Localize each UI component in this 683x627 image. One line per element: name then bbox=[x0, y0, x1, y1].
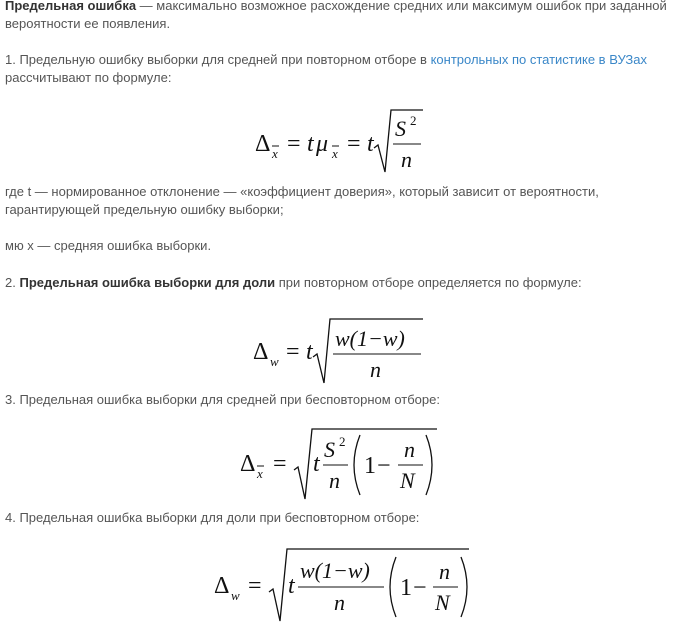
statistics-tests-link[interactable]: контрольных по статистике в ВУЗах bbox=[430, 52, 647, 67]
denominator-n: n bbox=[334, 590, 345, 615]
explanation-t: где t — нормированное отклонение — «коэффициент доверия», который зависит от вероятности, гарантирующей предельную ошибку выборки; bbox=[5, 184, 599, 217]
item2-paragraph bbox=[5, 274, 677, 292]
denominator-n: n bbox=[401, 147, 412, 172]
numerator-S: S bbox=[324, 437, 335, 462]
item4-paragraph: 4. Предельная ошибка выборки для доли при бесповторном отборе: bbox=[5, 510, 420, 525]
numerator-S: S bbox=[395, 116, 406, 141]
denominator-N: N bbox=[435, 590, 450, 615]
item3-paragraph: 3. Предельная ошибка выборки для средней при бесповторном отборе: bbox=[5, 392, 440, 407]
item2-bold: Предельная ошибка выборки для доли bbox=[19, 275, 276, 290]
denominator-N: N bbox=[400, 468, 415, 493]
exponent-2: 2 bbox=[339, 434, 346, 449]
equals-sign: = bbox=[273, 451, 287, 477]
intro-paragraph bbox=[5, 0, 677, 33]
subscript-x: x bbox=[332, 146, 338, 161]
t-coefficient: t bbox=[307, 131, 314, 157]
formula-mean-repeated bbox=[255, 106, 435, 176]
right-paren bbox=[426, 435, 432, 495]
item2-prefix: 2. bbox=[5, 275, 20, 290]
delta-symbol: Δ bbox=[255, 131, 271, 157]
subscript-x: x bbox=[257, 466, 263, 481]
subscript-x: x bbox=[272, 146, 278, 161]
numerator-w-1-minus-w: w(1−w) bbox=[335, 326, 405, 351]
item1-paragraph bbox=[5, 51, 677, 87]
left-paren bbox=[354, 435, 360, 495]
one-digit: 1 bbox=[364, 453, 376, 479]
t-coefficient: t bbox=[288, 573, 295, 599]
item1-text-before: 1. Предельную ошибку выборки для средней при повторном отборе в bbox=[5, 52, 431, 67]
t-coefficient: t bbox=[313, 451, 320, 477]
numerator-n: n bbox=[404, 437, 415, 462]
delta-symbol: Δ bbox=[240, 451, 256, 477]
equals-sign: = bbox=[287, 131, 301, 157]
intro-term: Предельная ошибка bbox=[5, 0, 137, 13]
delta-symbol: Δ bbox=[214, 573, 230, 599]
numerator-w-1-minus-w: w(1−w) bbox=[300, 558, 370, 583]
numerator-n: n bbox=[439, 559, 450, 584]
intro-definition: — максимально возможное расхождение средних или максимум ошибок при заданной вероятности ее появления. bbox=[5, 0, 667, 31]
mu-symbol: μ bbox=[316, 131, 329, 157]
formula-share-repeated bbox=[253, 313, 433, 388]
one-digit: 1 bbox=[400, 575, 412, 601]
item1-text-after: рассчитывают по формуле: bbox=[5, 70, 172, 85]
t-coefficient: t bbox=[306, 339, 313, 365]
subscript-w: w bbox=[270, 354, 279, 369]
t-coefficient: t bbox=[367, 131, 374, 157]
minus-sign: − bbox=[377, 453, 391, 479]
denominator-n: n bbox=[370, 357, 381, 382]
equals-sign: = bbox=[286, 339, 300, 365]
left-paren bbox=[390, 557, 396, 617]
item2-rest: при повторном отборе определяется по формуле: bbox=[275, 275, 582, 290]
right-paren bbox=[461, 557, 467, 617]
explanation-mu: мю x — средняя ошибка выборки. bbox=[5, 238, 212, 253]
minus-sign: − bbox=[413, 575, 427, 601]
delta-symbol: Δ bbox=[253, 339, 269, 365]
subscript-w: w bbox=[231, 588, 240, 603]
equals-sign: = bbox=[248, 573, 262, 599]
formula-mean-nonrepeated bbox=[240, 423, 450, 503]
denominator-n: n bbox=[329, 468, 340, 493]
equals-sign: = bbox=[347, 131, 361, 157]
exponent-2: 2 bbox=[410, 113, 417, 128]
formula-share-nonrepeated bbox=[214, 545, 479, 625]
